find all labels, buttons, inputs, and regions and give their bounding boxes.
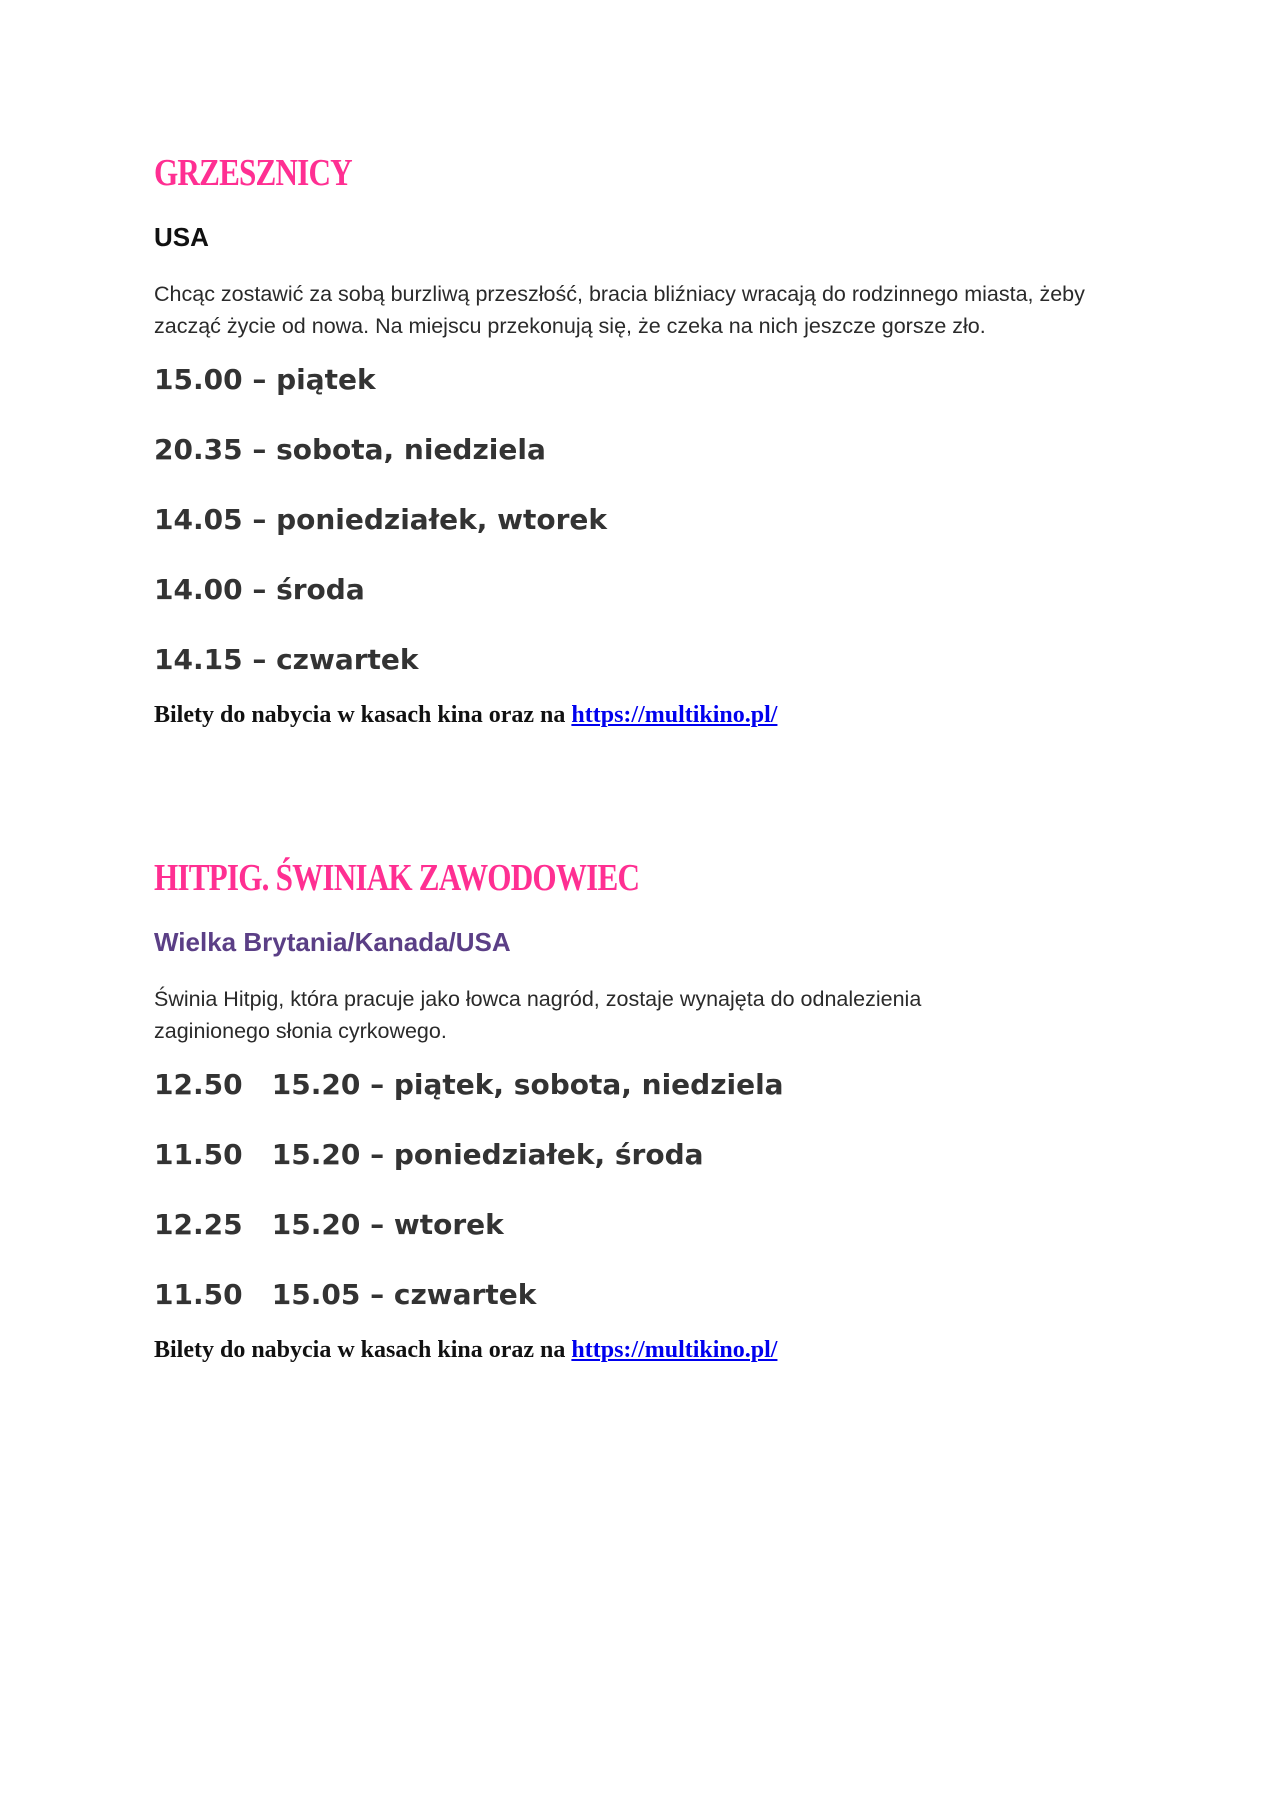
showtime-item: 15.00 – piątek [154,363,376,396]
movie-title: GRZESZNICY [154,152,352,194]
movie-description: Chcąc zostawić za sobą burzliwą przeszłość, bracia bliźniacy wracają do rodzinnego miasta, żeby zacząć życie od nowa. Na miejscu przekonują się, że czeka na nich jeszcze gorsze zło. [154,282,1085,338]
tickets-info [154,1335,1154,1365]
movie-description: Świnia Hitpig, która pracuje jako łowca nagród, zostaje wynajęta do odnalezienia zaginionego słonia cyrkowego. [154,987,922,1043]
showtime-item: 14.15 – czwartek [154,643,419,676]
movie-country: USA [154,222,209,252]
tickets-text: Bilety do nabycia w kasach kina oraz na [154,702,572,728]
showtime-item: 12.25 15.20 – wtorek [154,1208,504,1241]
showtime-item: 12.50 15.20 – piątek, sobota, niedziela [154,1068,784,1101]
movie-section-hitpig [154,853,1154,1365]
multikino-link[interactable]: https://multikino.pl/ [571,702,778,728]
multikino-link[interactable]: https://multikino.pl/ [571,1337,778,1363]
movie-title: HITPIG. ŚWINIAK ZAWODOWIEC [154,857,640,899]
showtime-item: 20.35 – sobota, niedziela [154,433,546,466]
showtime-list [154,1067,1154,1313]
tickets-info [154,700,1154,730]
showtime-item: 14.05 – poniedziałek, wtorek [154,503,607,536]
showtime-item: 11.50 15.05 – czwartek [154,1278,537,1311]
movie-country: Wielka Brytania/Kanada/USA [154,927,511,957]
tickets-text: Bilety do nabycia w kasach kina oraz na [154,1337,572,1363]
showtime-item: 14.00 – środa [154,573,365,606]
showtime-item: 11.50 15.20 – poniedziałek, środa [154,1138,704,1171]
showtime-list [154,362,1154,678]
movie-section-grzesznicy [154,148,1154,730]
